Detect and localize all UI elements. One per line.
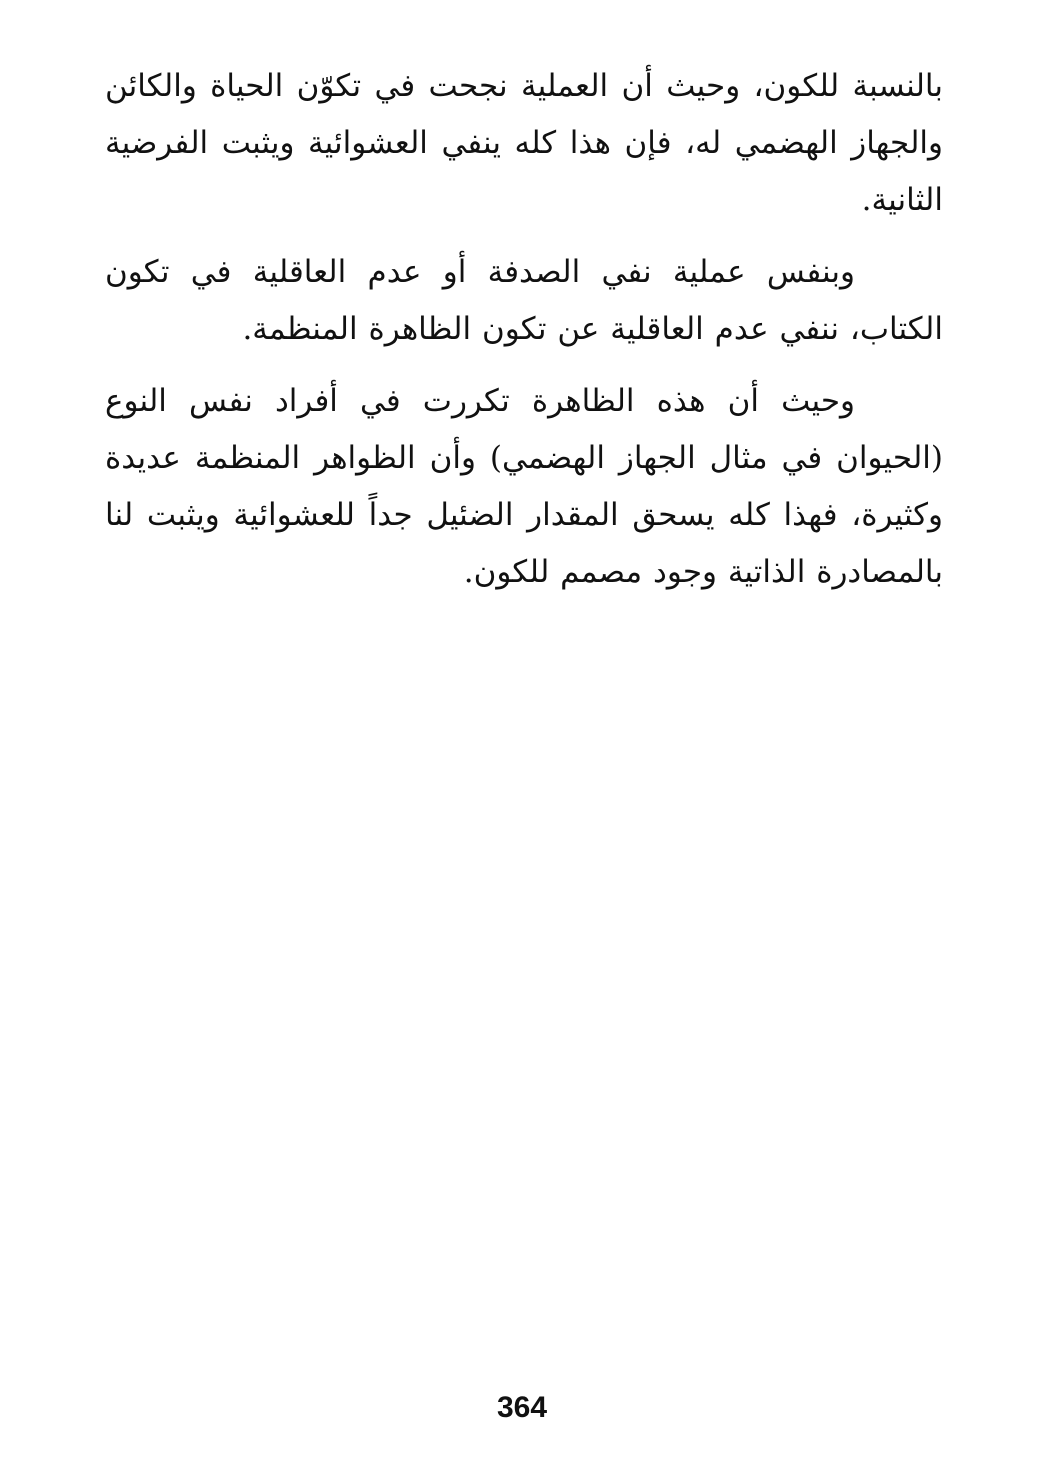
paragraph-2: وبنفس عملية نفي الصدفة أو عدم العاقلية في تكون الكتاب، ننفي عدم العاقلية عن تكون الظاهرة المنظمة.	[105, 254, 943, 347]
page-number: 364	[496, 1391, 548, 1424]
paragraph-1: بالنسبة للكون، وحيث أن العملية نجحت في تكوّن الحياة والكائن والجهاز الهضمي له، فإن هذا كله ينفي العشوائية ويثبت الفرضية الثانية.	[105, 68, 943, 218]
paragraph-3: وحيث أن هذه الظاهرة تكررت في أفراد نفس النوع (الحيوان في مثال الجهاز الهضمي) وأن الظواهر المنظمة عديدة وكثيرة، فهذا كله يسحق المقدار الضئيل جداً للعشوائية ويثبت لنا بالمصادرة الذاتية وجود مصمم للكون.	[105, 383, 943, 590]
body-text	[105, 58, 943, 601]
